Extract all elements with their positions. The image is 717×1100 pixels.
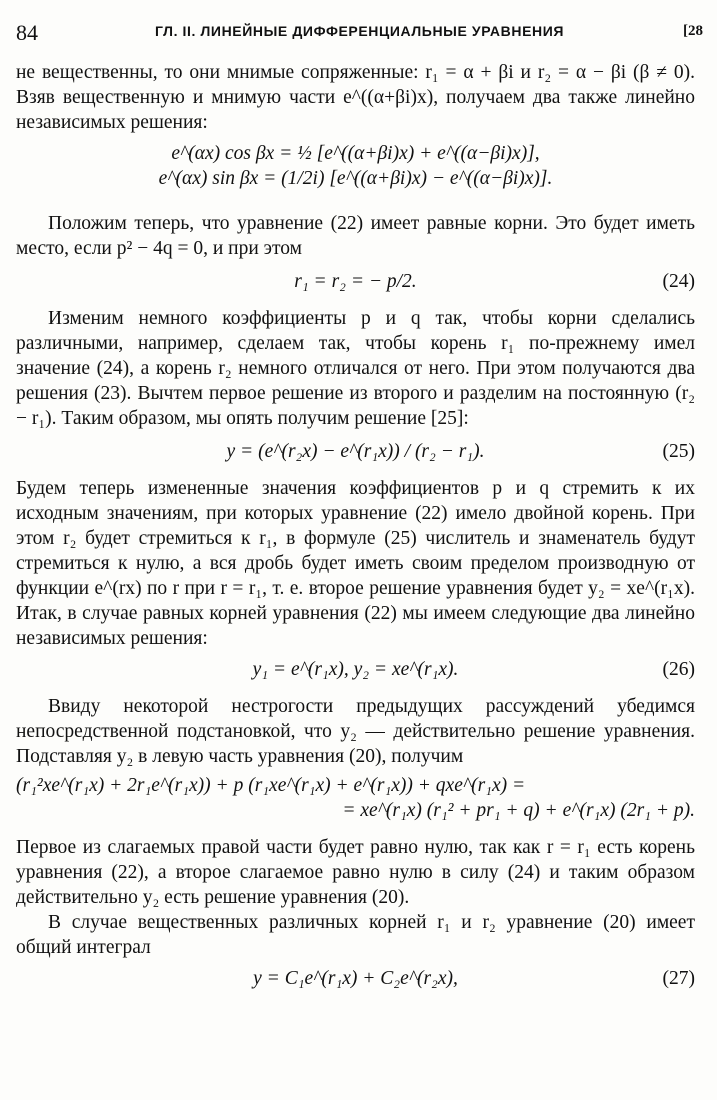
formula-26-text: y₁ = e^(r₁x), y₂ = xe^(r₁x). (252, 659, 459, 680)
formula-27 (16, 966, 695, 991)
running-header (16, 20, 703, 50)
formula-26 (16, 657, 695, 682)
formula-cos-text: e^(αx) cos βx = ½ [e^((α+βi)x) + e^((α−βi)x)], (171, 143, 540, 164)
equation-number-26: (26) (662, 659, 695, 680)
formula-sin-text: e^(αx) sin βx = (1/2i) [e^((α+βi)x) − e^((α−βi)x)]. (158, 168, 553, 189)
paragraph-1: не вещественны, то они мнимые сопряженные: r₁ = α + βi и r₂ = α − βi (β ≠ 0). Взяв вещественную и мнимую части e^((α+βi)x), получаем два также линейно независимых решения: (16, 62, 695, 133)
section-marker: [28 (683, 23, 703, 39)
paragraph-2: Положим теперь, что уравнение (22) имеет равные корни. Это будет иметь место, если p² − 4q = 0, и при этом (16, 213, 695, 259)
page-number: 84 (16, 20, 38, 45)
formula-27-text: y = C₁e^(r₁x) + C₂e^(r₂x), (253, 968, 458, 989)
paragraph-4: Будем теперь измененные значения коэффициентов p и q стремить к их исходным значениям, при которых уравнение (22) имело двойной корень. При этом r₂ будет стремиться к r₁, в формуле (25) числитель и знаменатель будут стремиться к нулю, а вся дробь будет иметь своим пределом производную от функции e^(rx) по r при r = r₁, т. е. второе решение уравнения будет y₂ = xe^(r₁x). Итак, в случае равных корней уравнения (22) мы имеем следующие два линейно независимых решения: (16, 478, 695, 649)
formula-24-text: r₁ = r₂ = − p/2. (294, 271, 417, 292)
chapter-title: ГЛ. II. ЛИНЕЙНЫЕ ДИФФЕРЕНЦИАЛЬНЫЕ УРАВНЕНИЯ (154, 23, 565, 39)
formula-25 (16, 439, 695, 464)
paragraph-5: Ввиду некоторой нестрогости предыдущих рассуждений убедимся непосредственной подстановкой, что y₂ — действительно решение уравнения. Подставляя y₂ в левую часть уравнения (20), получим (16, 696, 695, 767)
formula-cos (16, 141, 695, 166)
formula-sin (16, 166, 695, 191)
formula-25-text: y = (e^(r₂x) − e^(r₁x)) / (r₂ − r₁). (226, 441, 485, 462)
paragraph-7: В случае вещественных различных корней r₁ и r₂ уравнение (20) имеет общий интеграл (16, 912, 695, 958)
formula-substitution-line-2: = xe^(r₁x) (r₁² + pr₁ + q) + e^(r₁x) (2r₁ + p). (342, 800, 695, 821)
paragraph-3: Изменим немного коэффициенты p и q так, чтобы корни сделались различными, например, сделаем так, чтобы корень r₁ по-прежнему имел значение (24), а корень r₂ немного отличался от него. При этом получаются два решения (23). Вычтем первое решение из второго и разделим на постоянную (r₂ − r₁). Таким образом, мы опять получим решение [25]: (16, 308, 695, 429)
paragraph-6: Первое из слагаемых правой части будет равно нулю, так как r = r₁ есть корень уравнения (22), а второе слагаемое равно нулю в силу (24) и таким образом действительно y₂ есть решение уравнения (20). (16, 837, 695, 908)
page-body (16, 60, 695, 991)
formula-substitution-line-1: (r₁²xe^(r₁x) + 2r₁e^(r₁x)) + p (r₁xe^(r₁x) + e^(r₁x)) + qxe^(r₁x) = (16, 775, 526, 796)
equation-number-24: (24) (662, 271, 695, 292)
equation-number-27: (27) (662, 968, 695, 989)
equation-number-25: (25) (662, 441, 695, 462)
formula-24 (16, 269, 695, 294)
